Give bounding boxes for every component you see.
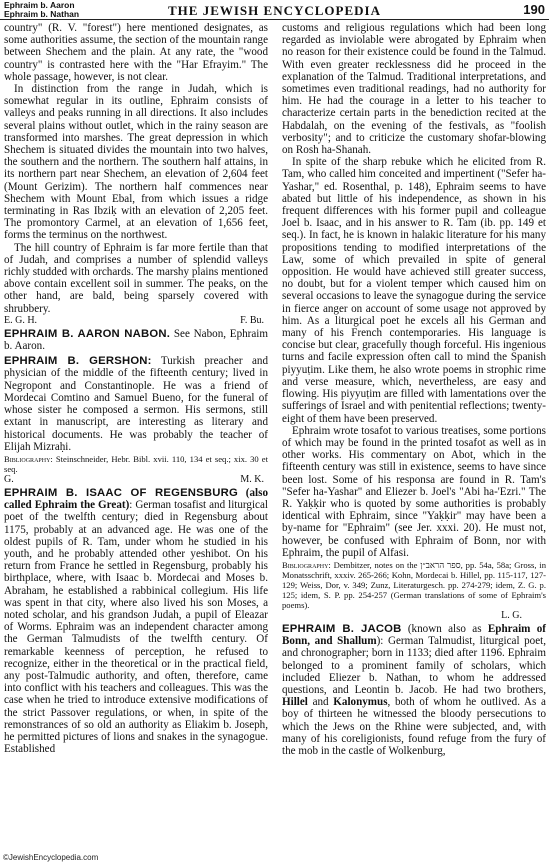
bibliography xyxy=(4,454,268,474)
signature-left: E. G. H. xyxy=(4,314,38,326)
paragraph: The hill country of Ephraim is far more fertile than that of Judah, and comprises a number of splendid valleys richly studded with orchards. The marshy plains mentioned above contain excellent soil in summer. The peaks, on the other hand, are bald, being sparsely covered with shrubbery. xyxy=(4,241,268,315)
entry-text: Turkish preacher and physician of the middle of the fifteenth century; lived in Negropont and Constantinople. He was a friend of Mordecai Comtino and Samuel Bueno, for the funeral of whose sister he composed a sermon. His sermons, still extant in manuscript, are interesting as literary and historical documents. He was probably the teacher of Elijah Mizraḥi. xyxy=(4,355,268,453)
entry-heading: EPHRAIM B. GERSHON: xyxy=(4,355,152,368)
entry-text: : German tosafist and liturgical poet of the twelfth century; died in Regensburg about 1175, probably at an advanced age. He was one of the oldest pupils of R. Tam, under whom he studied in his youth, and he probably attended other yeshibot. On his return from France he settled in Regensburg, probably his birthplace, where, with Isaac b. Mordecai and Moses b. Abraham, he established a rabbinical collegium. His life was spent in that city, where also lived his son Moses, a noted scholar, and his grandson Judah, a pupil of Eleazar of Worms. Ephraim was an independent character among the German Talmudists of the twelfth century. Of remarkable keenness of perception, he refused to recognize, either in the theoretical or in the practical field, any post-Talmudic authority, and often, therefore, came into conflict with his teachers and colleagues. This was the case when he tried to introduce extensive modifications of the strict Passover regulations, or when, in spite of the remonstrances of so old an authority as Eliakim b. Joseph, he permitted pictures of lions and snakes in the synagogue. Established xyxy=(4,499,268,756)
entry-text: and xyxy=(307,696,334,709)
author-signature xyxy=(282,610,546,621)
entry-gershon xyxy=(4,355,268,453)
entry-heading: EPHRAIM B. AARON NABON. xyxy=(4,327,171,340)
author-signature xyxy=(4,474,268,485)
signature-right: M. K. xyxy=(240,473,264,485)
entry-heading: EPHRAIM B. JACOB xyxy=(282,622,402,635)
page-title: THE JEWISH ENCYCLOPEDIA xyxy=(168,3,381,18)
entry-text: , both of whom he outlived. As a boy of thirteen he witnessed the bloody persecutions to which the Jews on the Rhine were subjected, and, with many of his coreligionists, found refuge from the fury of the mob in the castle of Wolkenburg, xyxy=(282,696,546,757)
entry-text: (known also as xyxy=(401,622,488,635)
left-column xyxy=(4,22,268,755)
bibliography-text: Dembitzer, notes on the ספר הראב״ן, pp. 54a, 58a; Gross, in Monatsschrift, xxxiv. 265-266; Kohn, Mordecai b. Hillel, pp. 115-117, 127-129; Weiss, Dor, v. 349; Zunz, Literaturgesch. pp. 274-279; idem, Z. G. p. 125; idem, S. P. pp. 254-257 (German translations of some of Ephraim's poems). xyxy=(282,559,546,610)
entry-isaac-regensburg xyxy=(4,487,268,755)
page-number: 190 xyxy=(523,2,545,17)
paragraph: In spite of the sharp rebuke which he elicited from R. Tam, who called him conceited and impertinent ("Sefer ha-Yashar," ed. Rosenthal, p. 148), Ephraim seems to have abated but little of his independence, as shown in his frequent differences with his former pupil and colleague Joel b. Isaac, and in his answer to R. Tam (ib. pp. 149 et seq.). In fact, he is known in halakic literature for his many propositions tending to modified interpretations of the Law, some of which prevailed in spite of general opposition. He would have achieved still greater success, no doubt, but for a violent temper which caused him on several occasions to leave the synagogue during the service in fierce anger on account of some usage not approved by him. As a liturgical poet he excels all his German and many of his French contemporaries. His language is concise but clear, gracefully though forceful. His ingenious turns and facile expression often call to mind the Spanish piyyuṭim. Like them, he also wrote poems in strophic rime and verse measure, which, nevertheless, are easy and flowing. His piyyuṭim are filled with lamentations over the sufferings of Israel and with penitential reflections; twenty-eight of them have been preserved. xyxy=(282,156,546,425)
page-header xyxy=(0,0,549,20)
running-head-second: Ephraim b. Nathan xyxy=(4,8,80,19)
entry-alias: Ephraim of Bonn, and Shallum xyxy=(282,622,546,648)
bibliography-label: Bibliography: xyxy=(282,559,331,570)
entry-name-kalonymus: Kalonymus xyxy=(333,696,388,709)
author-signature xyxy=(4,315,268,326)
footer-credit: ©JewishEncyclopedia.com xyxy=(3,853,99,862)
running-head-first: Ephraim b. Aaron xyxy=(4,0,75,10)
signature-left: G. xyxy=(4,473,14,485)
bibliography-text: Steinschneider, Hebr. Bibl. xvii. 110, 134 et seq.; xix. 30 et seq. xyxy=(4,453,268,474)
entry-name-hillel: Hillel xyxy=(282,696,308,709)
paragraph: country" (R. V. "forest") here mentioned designates, as some authorities assume, the section of the mountain range between Shechem and the plain. At any rate, the "wood country" is contrasted here with the "Har Efrayim." The whole passage, however, is not clear. xyxy=(4,22,268,83)
right-column xyxy=(282,22,546,757)
bibliography-label: Bibliography: xyxy=(4,453,53,464)
paragraph: Ephraim wrote tosafot to various treatises, some portions of which may be found in the printed tosafot as well as in other works. His commentary on Abot, which in the fifteenth century was still in existence, seems to have since been lost. Some of his responsa are found in R. Tam's "Sefer ha-Yashar" and Eliezer b. Joel's "Abi ha-'Ezri." The R. Yaḳḳir who is quoted by some authorities is probably identical with Ephraim, since "Yaḳḳir" may have been a by-name for "Ephraim" (see Jer. xxxi. 20). He must not, however, be confused with Ephraim of Bonn, nor with Ephraim, the pupil of Alfasi. xyxy=(282,424,546,559)
signature-right: F. Bu. xyxy=(240,314,264,326)
bibliography xyxy=(282,560,546,610)
entry-aaron-nabon xyxy=(4,328,268,352)
paragraph: In distinction from the range in Judah, which is somewhat regular in its outline, Ephraim consists of valleys and peaks running in all directions. It also includes several plains without outlet, which in the rainy season are transformed into marshes. The great depression in which Shechem is situated divides the mountain into two halves, the southern and the northern. The southern half attains, in its northern part near Shechem, an elevation of 2,604 feet (Mount Gerizim). The northern half commences near Shechem with Mount Ebal, from which issues a ridge terminating in Ras Ibziḳ with an elevation of 2,205 feet. The promontory Carmel, at an elevation of 1,656 feet, forms the terminus on the northwest. xyxy=(4,83,268,242)
entry-heading: EPHRAIM B. ISAAC OF REGENSBURG xyxy=(4,486,238,499)
entry-text: ): German Talmudist, liturgical poet, and chronographer; born in 1133; died after 1196. Ephraim belonged to a prominent family of scholars, which included Eliezer b. Nathan, to whom he addressed questions, and Leontin b. Jacob. He had two brothers, xyxy=(282,635,546,696)
paragraph: customs and religious regulations which had been long regarded as inviolable were abrogated by Ephraim when no reason for their existence could be found in the Talmud. With even greater recklessness did he proceed in the explanation of the Talmud. Traditional interpretations, and sometimes even traditional readings, had no authority for him. He had the courage in a letter to his teacher to characterize certain parts in the benediction recited at the Habdalah, on the evening of the festivals, as "foolish verbosity"; and to criticize the customary shofar-blowing on Rosh ha-Shanah. xyxy=(282,22,546,157)
signature-right: L. G. xyxy=(501,609,522,621)
entry-alias: (also called Ephraim the Great) xyxy=(4,486,268,512)
entry-jacob xyxy=(282,623,546,757)
entry-text: See Nabon, Ephraim b. Aaron. xyxy=(4,327,269,353)
